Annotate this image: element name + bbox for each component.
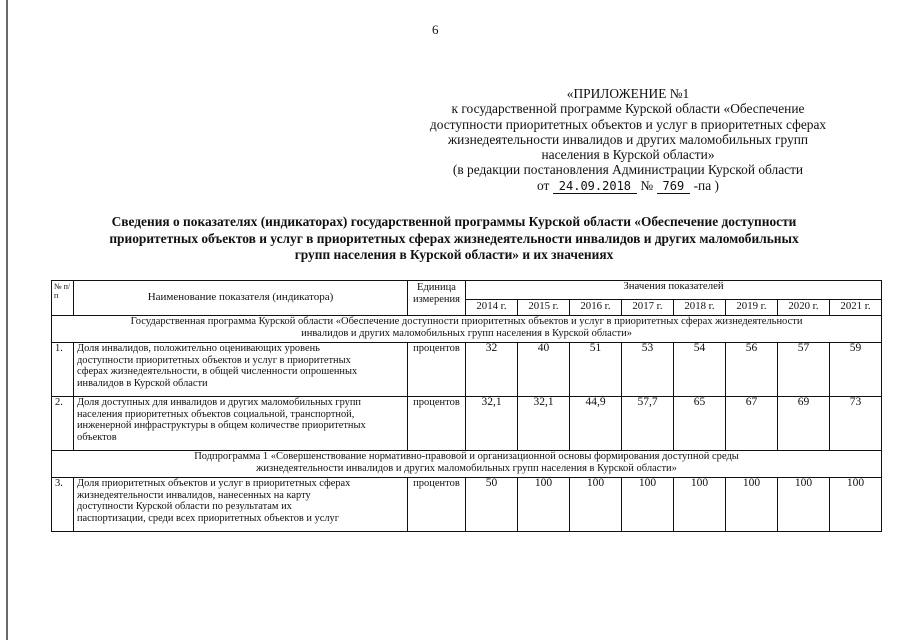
section-row-subprogram bbox=[52, 451, 882, 478]
title-line-2: приоритетных объектов и услуг в приоритетных сферах жизнедеятельности инвалидов и других маломобильных bbox=[109, 230, 799, 246]
value-cell: 50 bbox=[466, 478, 518, 532]
value-cell: 32,1 bbox=[466, 397, 518, 451]
indicators-table bbox=[51, 280, 882, 532]
indicator-name-line: объектов bbox=[77, 431, 117, 443]
value-cell: 100 bbox=[570, 478, 622, 532]
indicator-name bbox=[74, 478, 408, 532]
value-cell: 100 bbox=[830, 478, 882, 532]
value-cell: 32 bbox=[466, 343, 518, 397]
section-row-program bbox=[52, 316, 882, 343]
header-year: 2014 г. bbox=[466, 300, 518, 316]
unit-cell: процентов bbox=[408, 397, 466, 451]
value-cell: 56 bbox=[726, 343, 778, 397]
value-cell: 65 bbox=[674, 397, 726, 451]
unit-cell: процентов bbox=[408, 478, 466, 532]
indicator-name-line: доступности приоритетных объектов и услуг в приоритетных bbox=[77, 354, 351, 366]
value-cell: 57 bbox=[778, 343, 830, 397]
section-subprogram-line-2: жизнедеятельности инвалидов и других маломобильных групп населения в Курской области» bbox=[256, 463, 677, 474]
header-name: Наименование показателя (индикатора) bbox=[74, 281, 408, 316]
value-cell: 51 bbox=[570, 343, 622, 397]
unit-cell: процентов bbox=[408, 343, 466, 397]
appendix-number: 769 bbox=[657, 179, 691, 194]
section-subprogram-line-1: Подпрограмма 1 «Совершенствование нормативно-правовой и организационной основы формирования доступной среды bbox=[194, 451, 739, 462]
value-cell: 57,7 bbox=[622, 397, 674, 451]
indicator-name-line: доступности Курской области по результатам их bbox=[77, 501, 292, 513]
title-line-3: групп населения в Курской области» и их значениях bbox=[294, 247, 614, 262]
row-number: 2. bbox=[52, 397, 74, 451]
appendix-num-prefix: № bbox=[640, 177, 654, 193]
indicator-name-line: инвалидов в Курской области bbox=[77, 377, 208, 389]
appendix-line-3: доступности приоритетных объектов и услуг в приоритетных сферах bbox=[429, 116, 827, 132]
header-year: 2018 г. bbox=[674, 300, 726, 316]
row-number: 3. bbox=[52, 478, 74, 532]
value-cell: 40 bbox=[518, 343, 570, 397]
table-row bbox=[52, 397, 882, 451]
appendix-date: 24.09.2018 bbox=[553, 179, 637, 194]
indicator-name-line: инженерной инфраструктуры в общем количестве приоритетных bbox=[77, 420, 366, 432]
value-cell: 100 bbox=[518, 478, 570, 532]
indicator-name-line: сферах жизнедеятельности, в общей численности опрошенных bbox=[77, 366, 358, 378]
table-row bbox=[52, 343, 882, 397]
table-row bbox=[52, 478, 882, 532]
section-program bbox=[52, 316, 882, 343]
appendix-decree-line bbox=[378, 178, 878, 194]
indicator-name-line: Доля инвалидов, положительно оценивающих уровень bbox=[77, 343, 320, 354]
value-cell: 44,9 bbox=[570, 397, 622, 451]
value-cell: 53 bbox=[622, 343, 674, 397]
indicator-name-line: Доля доступных для инвалидов и других маломобильных групп bbox=[77, 397, 361, 408]
appendix-suffix: -па ) bbox=[693, 177, 719, 193]
appendix-block bbox=[378, 86, 878, 194]
value-cell: 32,1 bbox=[518, 397, 570, 451]
value-cell: 54 bbox=[674, 343, 726, 397]
value-cell: 69 bbox=[778, 397, 830, 451]
appendix-line-5: населения в Курской области» bbox=[541, 147, 715, 163]
header-unit: Единица измерения bbox=[408, 281, 466, 316]
page-number: 6 bbox=[432, 22, 439, 37]
header-year: 2015 г. bbox=[518, 300, 570, 316]
header-year: 2016 г. bbox=[570, 300, 622, 316]
appendix-from-prefix: от bbox=[537, 177, 550, 193]
appendix-line-2: к государственной программе Курской области «Обеспечение bbox=[451, 101, 805, 117]
title-line-1: Сведения о показателях (индикаторах) государственной программы Курской области «Обеспечение доступности bbox=[111, 214, 797, 229]
value-cell: 59 bbox=[830, 343, 882, 397]
value-cell: 100 bbox=[778, 478, 830, 532]
row-number: 1. bbox=[52, 343, 74, 397]
indicator-name-line: Доля приоритетных объектов и услуг в приоритетных сферах bbox=[77, 478, 351, 489]
section-subprogram bbox=[52, 451, 882, 478]
header-year: 2020 г. bbox=[778, 300, 830, 316]
value-cell: 100 bbox=[674, 478, 726, 532]
indicator-name-line: паспортизации, среди всех приоритетных объектов и услуг bbox=[77, 512, 339, 524]
appendix-line-6: (в редакции постановления Администрации Курской области bbox=[452, 162, 804, 178]
header-year: 2019 г. bbox=[726, 300, 778, 316]
section-program-line-2: инвалидов и других маломобильных групп населения в Курской области» bbox=[301, 328, 632, 339]
value-cell: 73 bbox=[830, 397, 882, 451]
value-cell: 100 bbox=[622, 478, 674, 532]
indicator-name-line: жизнедеятельности инвалидов, нанесенных на карту bbox=[77, 489, 311, 501]
header-num: № п/п bbox=[52, 281, 74, 316]
page-left-border bbox=[6, 0, 8, 640]
appendix-line-4: жизнедеятельности инвалидов и других маломобильных групп bbox=[447, 131, 809, 147]
header-row-1 bbox=[52, 281, 882, 300]
value-cell: 100 bbox=[726, 478, 778, 532]
value-cell: 67 bbox=[726, 397, 778, 451]
section-program-line-1: Государственная программа Курской области «Обеспечение доступности приоритетных объектов и услуг в приоритетных сферах жизнедеятельности bbox=[130, 316, 803, 327]
indicator-name-line: населения приоритетных объектов социальной, транспортной, bbox=[77, 408, 355, 420]
document-title bbox=[20, 214, 888, 264]
indicator-name bbox=[74, 343, 408, 397]
header-year: 2017 г. bbox=[622, 300, 674, 316]
header-values: Значения показателей bbox=[466, 281, 882, 300]
indicator-name bbox=[74, 397, 408, 451]
appendix-line-1: «ПРИЛОЖЕНИЕ №1 bbox=[566, 86, 690, 101]
header-year: 2021 г. bbox=[830, 300, 882, 316]
